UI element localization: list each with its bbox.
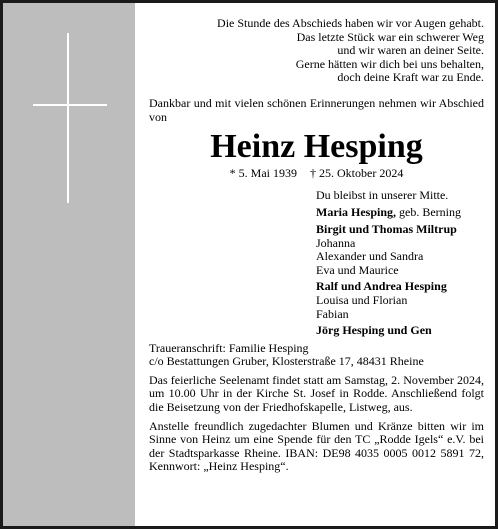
family-head-name: Maria Hesping, — [316, 205, 396, 220]
service-info: Das feierliche Seelenamt findet statt am Samstag, 2. November 2024, um 10.00 Uhr in der Kirche St. Josef in Rodde. Anschließend folgt die Beisetzung von der Friedhofskapelle, Listweg, aus. — [149, 372, 484, 415]
poem-line: und wir waren an deiner Seite. — [337, 43, 484, 58]
family-head — [316, 206, 484, 220]
poem — [149, 17, 484, 85]
family-member: Fabian — [316, 306, 349, 321]
family-member: Eva und Maurice — [316, 262, 399, 277]
life-dates — [149, 167, 484, 181]
address-line: c/o Bestattungen Gruber, Klosterstraße 17, 48431 Rheine — [149, 354, 424, 369]
poem-line: Gerne hätten wir dich bei uns behalten, — [295, 56, 484, 71]
family-group — [316, 324, 484, 338]
family-member: Alexander und Sandra — [316, 249, 424, 264]
death-date: † 25. Oktober 2024 — [310, 166, 404, 181]
family-head: Jörg Hesping und Gen — [316, 323, 432, 338]
family-group — [316, 206, 484, 220]
family-head: Ralf und Andrea Hesping — [316, 279, 447, 294]
side-panel — [3, 3, 135, 526]
poem-line: Die Stunde des Abschieds haben wir vor Augen gehabt. — [217, 16, 484, 30]
poem-line: Das letzte Stück war ein schwerer Weg — [296, 29, 484, 44]
family-head-suffix: geb. Berning — [396, 205, 461, 220]
thanks-text: Dankbar und mit vielen schönen Erinnerungen nehmen wir Abschied von — [149, 95, 484, 124]
family-member: Louisa und Florian — [316, 292, 408, 307]
family-intro: Du bleibst in unserer Mitte. — [316, 187, 449, 202]
cross-icon — [67, 33, 69, 203]
family-group — [316, 223, 484, 277]
poem-line: doch deine Kraft war zu Ende. — [337, 70, 484, 85]
birth-date: * 5. Mai 1939 — [229, 166, 297, 181]
family-group — [316, 280, 484, 321]
mourning-address — [149, 342, 484, 369]
family-head: Birgit und Thomas Miltrup — [316, 221, 457, 236]
cross-icon-crossbar — [33, 104, 107, 106]
family-member: Johanna — [316, 235, 356, 250]
donation-info: Anstelle freundlich zugedachter Blumen und Kränze bitten wir im Sinne von Heinz um eine Spende für den TC „Rodde Igels“ e.V. bei der Stadtsparkasse Rheine. IBAN: DE98 4035 0005 0012 5891 72, Kennwort: „Heinz Hesping“. — [149, 418, 484, 474]
obituary-text — [149, 17, 484, 479]
family-list — [316, 189, 484, 338]
deceased-name: Heinz Hesping — [210, 128, 423, 166]
address-line: Traueranschrift: Familie Hesping — [149, 340, 309, 355]
